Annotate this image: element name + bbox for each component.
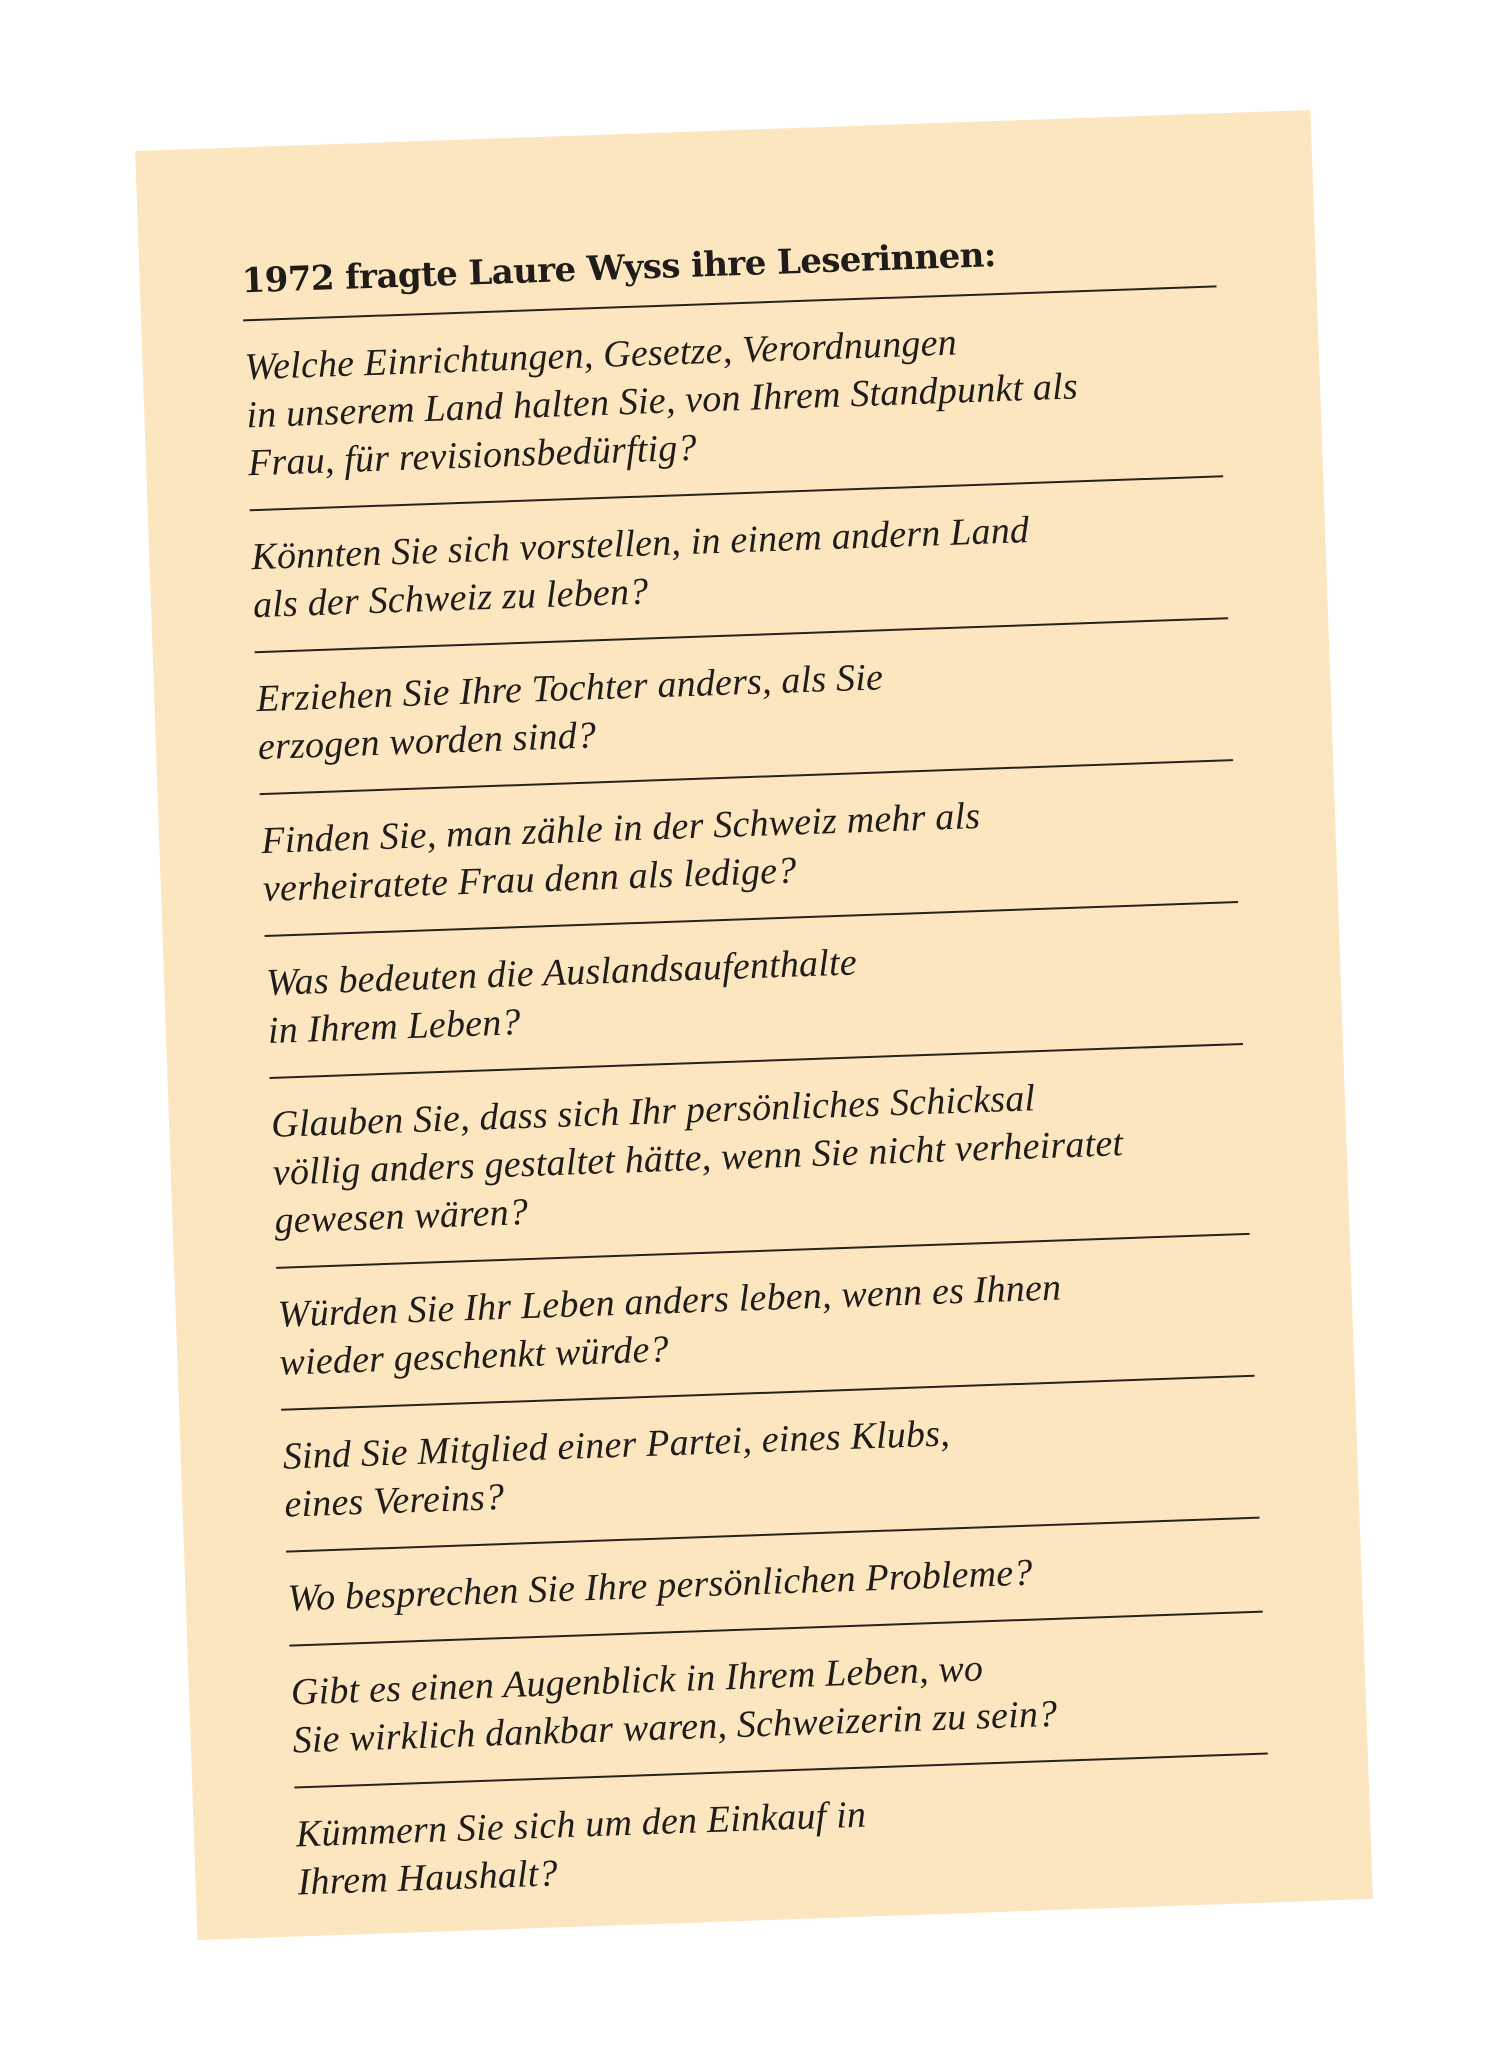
question-item [243, 287, 1223, 511]
question-text: Finden Sie, man zähle in der Schweiz mehr als verheiratete Frau denn als ledige? [260, 794, 981, 911]
question-text: Was bedeuten die Auslandsaufenthalte in Ihrem Leben? [265, 941, 858, 1052]
question-text: Würden Sie Ihr Leben anders leben, wenn es Ihnen wieder geschenkt würde? [277, 1266, 1062, 1384]
question-text: Sind Sie Mitglied einer Partei, eines Klubs, eines Vereins? [282, 1412, 951, 1526]
question-card [135, 110, 1373, 1940]
question-item [270, 1045, 1250, 1269]
question-text: Gibt es einen Augenblick in Ihrem Leben, wo Sie wirklich dankbar waren, Schweizerin zu sein? [290, 1647, 1058, 1762]
question-text: Könnten Sie sich vorstellen, in einem andern Land als der Schweiz zu leben? [250, 509, 1030, 627]
question-text: Glauben Sie, dass sich Ihr persönliches Schicksal völlig anders gestaltet hätte, wenn Sie nicht verheiratet gewesen wären? [270, 1077, 1124, 1242]
question-text: Welche Einrichtungen, Gesetze, Verordnungen in unserem Land halten Sie, von Ihrem Standpunkt als Frau, für revisionsbedürftig? [244, 321, 1079, 485]
question-list [243, 287, 1273, 1928]
question-text: Kümmern Sie sich um den Einkauf in Ihrem Haushalt? [295, 1793, 867, 1904]
question-text: Erziehen Sie Ihre Tochter anders, als Sie erzogen worden sind? [255, 656, 884, 769]
card-title: 1972 fragte Laure Wyss ihre Leserinnen: [241, 225, 1217, 321]
question-text: Wo besprechen Sie Ihre persönlichen Probleme? [287, 1551, 1034, 1620]
